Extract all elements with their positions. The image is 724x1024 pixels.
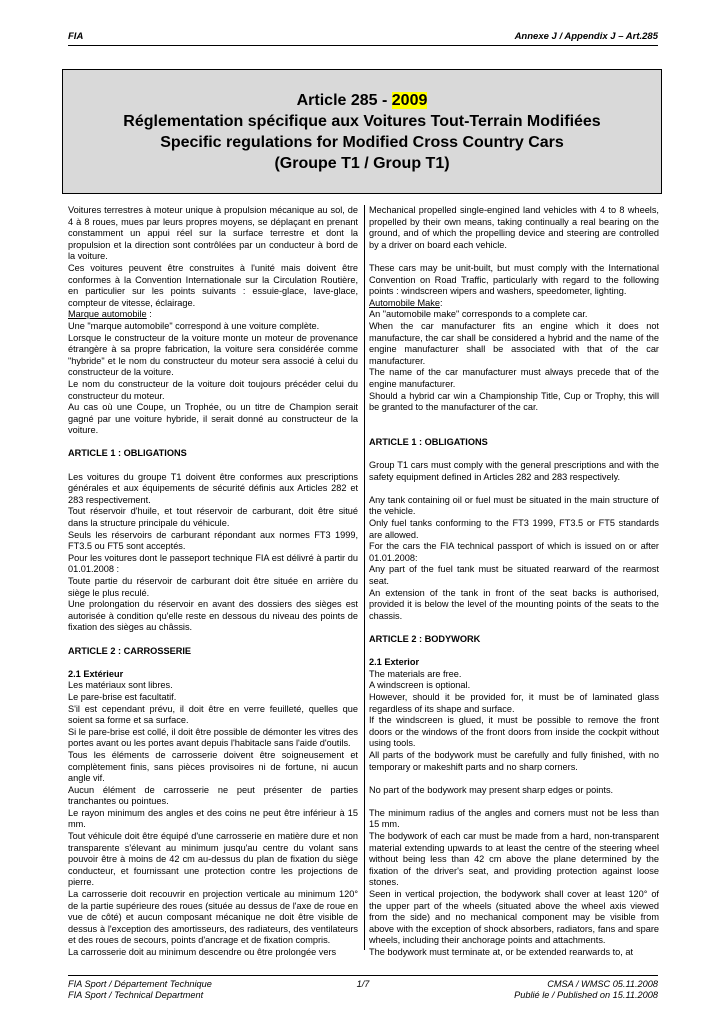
make-heading-text: Marque automobile — [68, 309, 147, 320]
spacer — [369, 483, 659, 495]
footer-left — [68, 979, 212, 1001]
paragraph: Les matériaux sont libres. — [68, 680, 173, 691]
article-2-heading: ARTICLE 2 : CARROSSERIE — [68, 645, 192, 656]
paragraph: An extension of the tank in front of the seat backs is authorised, provided it is below the level of the mounting points of the seats to the chassis. — [369, 587, 659, 621]
paragraph: Une prolongation du réservoir en avant des dossiers des sièges est autorisée à condition qu'elle reste en dessous du niveau des points de fixation des sièges au châssis. — [68, 599, 358, 633]
paragraph: S'il est cependant prévu, il doit être en verre feuilleté, quelles que soient sa forme et sa surface. — [68, 703, 358, 726]
paragraph: Lorsque le constructeur de la voiture monte un moteur de provenance étrangère à sa propre fabrication, la voiture sera considérée comme "hybride" et le nom du constructeur du moteur sera associé à celui du constructeur de la voiture. — [68, 332, 358, 378]
page-number: 1/7 — [356, 979, 370, 989]
paragraph: Pour les voitures dont le passeport technique FIA est délivré à partir du 01.01.2008 : — [68, 552, 358, 575]
paragraph: Toute partie du réservoir de carburant doit être située en arrière du siège le plus reculé. — [68, 576, 358, 598]
spacer — [369, 796, 659, 808]
paragraph: Ces voitures peuvent être construites à l'unité mais doivent être conformes à la Convention Internationale sur la Circulation Routière, en particulier sur les points suivants : essuie-glace, lave-glace, compteur de vitesse, éclairage. — [68, 262, 358, 308]
title-article: Article 285 - — [296, 91, 392, 109]
english-column — [369, 205, 659, 959]
footer-left-line-1: FIA Sport / Département Technique — [68, 979, 212, 989]
header-left: FIA — [68, 31, 84, 42]
paragraph: Une "marque automobile" correspond à une voiture complète. — [68, 320, 320, 331]
paragraph: No part of the bodywork may present sharp edges or points. — [369, 784, 614, 795]
spacer — [369, 251, 659, 263]
paragraph: Should a hybrid car win a Championship Title, Cup or Trophy, this will be granted to the manufacturer of the car. — [369, 390, 659, 413]
page-footer — [68, 975, 658, 1001]
paragraph: The bodywork must terminate at, or be extended rearwards to, at — [369, 947, 634, 957]
title-line-2: Réglementation spécifique aux Voitures Tout-Terrain Modifiées — [123, 112, 601, 130]
paragraph: The minimum radius of the angles and corners must not be less than 15 mm. — [369, 807, 659, 830]
make-heading — [369, 298, 659, 310]
paragraph: Seen in vertical projection, the bodywork shall cover at least 120° of the upper part of the wheels (situated above the wheel axis viewed from the side) and no mechanical component may be visible from above with the exception of shock absorbers, radiators, fans and spare wheels, including their anchorage points and attachments. — [369, 889, 659, 946]
paragraph: Aucun élément de carrosserie ne peut présenter de parties tranchantes ou pointues. — [68, 784, 358, 807]
paragraph: La carrosserie doit recouvrir en projection verticale au minimum 120° de la partie supérieure des roues (située au dessus de l'axe de roue en vue de côté) et aucun composant mécanique ne doit être visible de dessus à l'exception des amortisseurs, des radiateurs, des ventilateurs et des roues de secours, points d'ancrage et de fixation compris. — [68, 889, 358, 946]
title-line-4: (Groupe T1 / Group T1) — [274, 154, 450, 172]
paragraph: An "automobile make" corresponds to a complete car. — [369, 309, 588, 320]
paragraph: Au cas où une Coupe, un Trophée, ou un titre de Champion serait gagné par une voiture hybride, il serait donné au constructeur de la voiture. — [68, 402, 358, 436]
footer-right — [514, 979, 658, 1001]
paragraph: However, should it be provided for, it must be of laminated glass regardless of its shape and surface. — [369, 691, 659, 714]
paragraph: The materials are free. — [369, 668, 462, 679]
article-1-heading: ARTICLE 1 : OBLIGATIONS — [68, 448, 187, 459]
page-header — [68, 31, 658, 46]
spacer — [369, 773, 659, 785]
paragraph: All parts of the bodywork must be carefully and fully finished, with no temporary or makeshift parts and no sharp corners. — [369, 749, 659, 772]
paragraph: Le rayon minimum des angles et des coins ne peut être inférieur à 15 mm. — [68, 807, 358, 830]
paragraph: For the cars the FIA technical passport of which is issued on or after 01.01.2008: — [369, 541, 659, 563]
paragraph: Les voitures du groupe T1 doivent être conformes aux prescriptions générales et aux équipements de sécurité définis aux Articles 282 et 283 respectivement. — [68, 471, 358, 505]
paragraph: Tous les éléments de carrosserie doivent être soigneusement et complètement finis, sans pièces provisoires ni de fortune, ni aucun angle vif. — [68, 749, 358, 784]
make-heading-suffix: : — [439, 297, 443, 308]
paragraph: If the windscreen is glued, it must be possible to remove the front doors or the windows of the front doors from inside the cockpit without using tools. — [369, 715, 659, 749]
section-2-1-heading: 2.1 Exterior — [369, 657, 420, 668]
title-line-1 — [297, 90, 428, 111]
paragraph: La carrosserie doit au minimum descendre ou être prolongée vers — [68, 947, 337, 957]
make-heading — [68, 309, 358, 321]
article-2-heading: ARTICLE 2 : BODYWORK — [369, 633, 481, 644]
paragraph: Mechanical propelled single-engined land vehicles with 4 to 8 wheels, propelled by their own means, taking continually a real bearing on the ground, and of which the propelling device and steering are controlled by a driver on board each vehicle. — [369, 205, 659, 250]
title-box — [62, 69, 662, 194]
paragraph: Seuls les réservoirs de carburant répondant aux normes FT3 1999, FT3.5 ou FT5 sont acceptés. — [68, 529, 358, 552]
paragraph: When the car manufacturer fits an engine which it does not manufacture, the car shall be considered a hybrid and the name of the engine manufacturer shall be associated with that of the car manufacturer. — [369, 320, 659, 366]
footer-right-line-2: Publié le / Published on 15.11.2008 — [514, 990, 658, 1000]
paragraph: Any part of the fuel tank must be situated rearward of the rearmost seat. — [369, 564, 659, 586]
spacer — [369, 414, 659, 426]
paragraph: The name of the car manufacturer must always precede that of the engine manufacturer. — [369, 367, 659, 389]
paragraph: Voitures terrestres à moteur unique à propulsion mécanique au sol, de 4 à 8 roues, mues par leurs propres moyens, se déplaçant en prenant constamment un appui réel sur la surface terrestre et dont la propulsion et la direction sont contrôlées par un conducteur à bord de la voiture. — [68, 205, 358, 262]
column-divider — [364, 205, 365, 950]
title-line-3: Specific regulations for Modified Cross Country Cars — [160, 133, 564, 151]
section-2-1-heading: 2.1 Extérieur — [68, 668, 124, 679]
make-heading-suffix: : — [146, 309, 152, 320]
paragraph: The bodywork of each car must be made from a hard, non-transparent material extending upwards to at least the centre of the steering wheel without being less than 42 cm above the plane determined by the fixation of the driver's seat, and providing protection against loose stones. — [369, 831, 659, 888]
paragraph: A windscreen is optional. — [369, 680, 471, 691]
paragraph: Any tank containing oil or fuel must be situated in the main structure of the vehicle. — [369, 494, 659, 517]
paragraph: Group T1 cars must comply with the general prescriptions and with the safety equipment defined in Articles 282 and 283 respectively. — [369, 460, 659, 482]
article-1-heading: ARTICLE 1 : OBLIGATIONS — [369, 436, 488, 447]
two-column-body — [68, 205, 659, 957]
paragraph: Tout réservoir d'huile, et tout réservoir de carburant, doit être situé dans la structure principale du véhicule. — [68, 506, 358, 529]
french-column — [68, 205, 358, 959]
paragraph: Le nom du constructeur de la voiture doit toujours précéder celui du constructeur du moteur. — [68, 378, 358, 401]
title-year-highlight: 2009 — [391, 91, 428, 109]
make-heading-text: Automobile Make — [369, 297, 440, 308]
footer-left-line-2: FIA Sport / Technical Department — [68, 990, 204, 1000]
footer-right-line-1: CMSA / WMSC 05.11.2008 — [547, 979, 658, 989]
paragraph: Si le pare-brise est collé, il doit être possible de démonter les vitres des portes avant ou les portes avant depuis l'habitacle sans l'aide d'outils. — [68, 726, 358, 749]
paragraph: Tout véhicule doit être équipé d'une carrosserie en matière dure et non transparente s'élevant au minimum jusqu'au centre du volant sans pouvoir être à moins de 42 cm au-dessus du plan de fixation du siège conducteur, et fournissant une protection contre les projections de pierre. — [68, 831, 358, 888]
paragraph: Only fuel tanks conforming to the FT3 1999, FT3.5 or FT5 standards are allowed. — [369, 518, 659, 540]
paragraph: These cars may be unit-built, but must comply with the International Convention on Road Traffic, particularly with regard to the following points : windscreen wipers and washers, speedometer, lighting. — [369, 262, 659, 297]
paragraph: Le pare-brise est facultatif. — [68, 691, 177, 702]
header-right: Annexe J / Appendix J – Art.285 — [514, 31, 658, 42]
